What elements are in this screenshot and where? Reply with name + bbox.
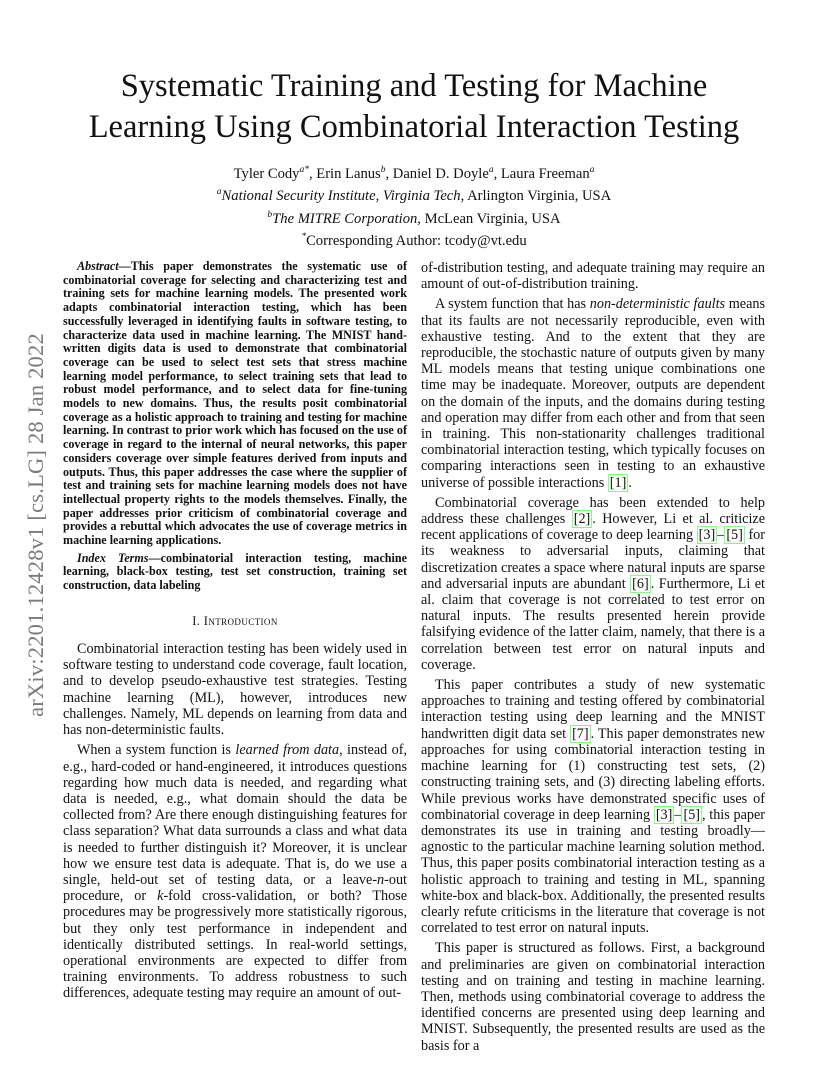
citation-link[interactable]: [5] [683, 806, 701, 823]
paragraph: A system function that has non-deterministic faults means that its faults are not necessarily reproducible, even with exhaustive testing. And to the extent that they are reproducible, the stochastic nature of outputs given by many ML models means that testing unique combinations one time may be inadequate. Moreover, outputs are dependent on the domain of the inputs, and the domains during testing and operation may differ from each other and from that seen in training. This non-stationarity challenges traditional combinatorial interaction testing, which typically focuses on comparing interactions seen in testing to an exhaustive universe of possible interactions [1] . [421, 296, 766, 491]
paragraph: This paper is structured as follows. First, a background and preliminaries are given on combinatorial interaction testing and on training and testing in machine learning. Then, methods using combinatorial coverage to address the identified concerns are presented using deep learning and MNIST. Subsequently, the presented results are used as the basis for a [421, 940, 765, 1054]
citation-link[interactable]: [3] [655, 806, 673, 823]
section-title: Introduction [203, 613, 278, 628]
author-name: Daniel D. Doyle [392, 165, 489, 182]
index-terms [63, 552, 407, 593]
author-sup: a [589, 165, 595, 175]
right-column [421, 260, 765, 1058]
citation-link[interactable]: [6] [632, 575, 649, 592]
affiliation-a: $^a$National Security Institute, Virginia Tech, Arlington Virginia, USA [216, 187, 612, 205]
index-terms-label: Index Terms [77, 550, 149, 565]
affiliation-b: $^b$The MITRE Corporation, McLean Virginia, USA [267, 209, 561, 227]
title-line-2: Learning Using Combinatorial Interaction Testing [88, 109, 740, 145]
citation-link[interactable]: [7] [572, 725, 589, 742]
author-sup: a [488, 165, 494, 175]
author-sup: a* [299, 165, 309, 175]
citation-link[interactable]: [2] [573, 511, 591, 528]
author-name: Tyler Cody [233, 165, 300, 182]
citation-link[interactable]: [5] [726, 527, 743, 544]
author-name: Erin Lanus [316, 165, 381, 182]
citation-link[interactable]: [1] [609, 474, 627, 491]
section-heading: I. Introduction [192, 613, 278, 628]
paragraph: of-distribution testing, and adequate training may require an amount of out-of-distribution training. [421, 260, 765, 293]
abstract-label: Abstract [77, 259, 119, 273]
author-name: Laura Freeman [500, 165, 590, 182]
paragraph: Combinatorial interaction testing has been widely used in software testing to understand code coverage, fault location, and to develop pseudo-exhaustive test strategies. Testing machine learning (ML), however, introduces new challenges. Namely, ML depends on learning from data and has non-deterministic faults. [63, 641, 407, 739]
author-block [60, 161, 768, 250]
paper-title [60, 66, 768, 148]
index-terms-text: —combinatorial interaction testing, machine learning, black-box testing, test set construction, training set construction, data labeling [63, 550, 407, 593]
citation-link[interactable]: [3] [698, 527, 716, 544]
title-line-1: Systematic Training and Testing for Machine [120, 68, 708, 104]
arxiv-stamp-text: arXiv:2201.12428v1 [cs.LG] 28 Jan 2022 [23, 333, 49, 717]
corresponding-author: *Corresponding Author: tcody@vt.edu [301, 231, 527, 249]
left-column [63, 260, 407, 1006]
author-names: Tyler Cody$^{a*}$, Erin Lanus$^b$, Daniel D. Doyle$^a$, Laura Freeman$^a$ [233, 165, 595, 182]
author-sup: b [380, 165, 386, 175]
arxiv-stamp [16, 290, 56, 760]
paragraph: Combinatorial coverage has been extended to help address these challenges [2] . However, Li et al. criticize recent applications of coverage to deep learning [3] – [5] for its weakness to adversarial inputs, claiming that discretization creates a space where natural inputs are sparse and adversarial inputs are abundant [6] . Furthermore, Li et al. claim that coverage is not correlated to test error on natural inputs. The results presented herein provide falsifying evidence of the latter claim, namely, that there is a correlation between test error on natural inputs and coverage. [421, 494, 765, 673]
abstract-text: —This paper demonstrates the systematic use of combinatorial coverage for selecting and characterizing test and training sets for machine learning models. The presented work adapts combinatorial interaction testing, which has been successfully leveraged in identifying faults in software testing, to characterize data used in machine learning. The MNIST hand-written digits data is used to demonstrate that combinatorial coverage can be used to select test sets that stress machine learning model performance, to select training sets that lead to robust model performance, and to select data for fine-tuning models to new domains. Thus, the results posit combinatorial coverage as a holistic approach to training and testing for machine learning. In contrast to prior work which has focused on the use of coverage in regard to the internal of neural networks, this paper considers coverage over simple features derived from inputs and outputs. Thus, this paper addresses the case where the supplier of test and training sets for machine learning models does not have intellectual property rights to the models themselves. Finally, the paper addresses prior criticism of combinatorial coverage and provides a rebuttal which advocates the use of coverage metrics in machine learning applications. [63, 259, 407, 548]
paragraph: This paper contributes a study of new systematic approaches to training and testing offered by combinatorial interaction testing using deep learning and the MNIST handwritten digit data set [7] . This paper demonstrates new approaches for using combinatorial interaction testing in machine learning for (1) constructing test sets, (2) constructing training sets, and (3) directing labeling efforts. While previous works have demonstrated specific uses of combinatorial coverage in deep learning [3] – [5] , this paper demonstrates its use in training and testing broadly—agnostic to the particular machine learning solution method. Thus, this paper posits combinatorial interaction testing as a holistic approach to training and testing in ML, spanning white-box and black-box. Additionally, the presented results clearly refute criticisms in the literature that coverage is not correlated to test error on natural inputs. [421, 677, 766, 937]
abstract [63, 260, 407, 548]
paragraph: When a system function is learned from data, instead of, e.g., hard-coded or hand-engineered, it introduces questions regarding how much data is needed, and regarding what data is needed, e.g., what domain should the data be collected from? Are there enough distinguishing features for class separation? What data surrounds a class and what data is needed to further distinguish it? Moreover, it is unclear how we ensure test data is adequate. That is, do we use a single, held-out set of testing data, or a leave-n-out procedure, or k-fold cross-validation, or both? Those procedures may be progressively more statistically rigorous, but they only test performance in independent and identically distributed settings. In real-world settings, operational environments are expected to differ from training environments. To address robustness to such differences, adequate testing may require an amount of out- [63, 742, 408, 1002]
